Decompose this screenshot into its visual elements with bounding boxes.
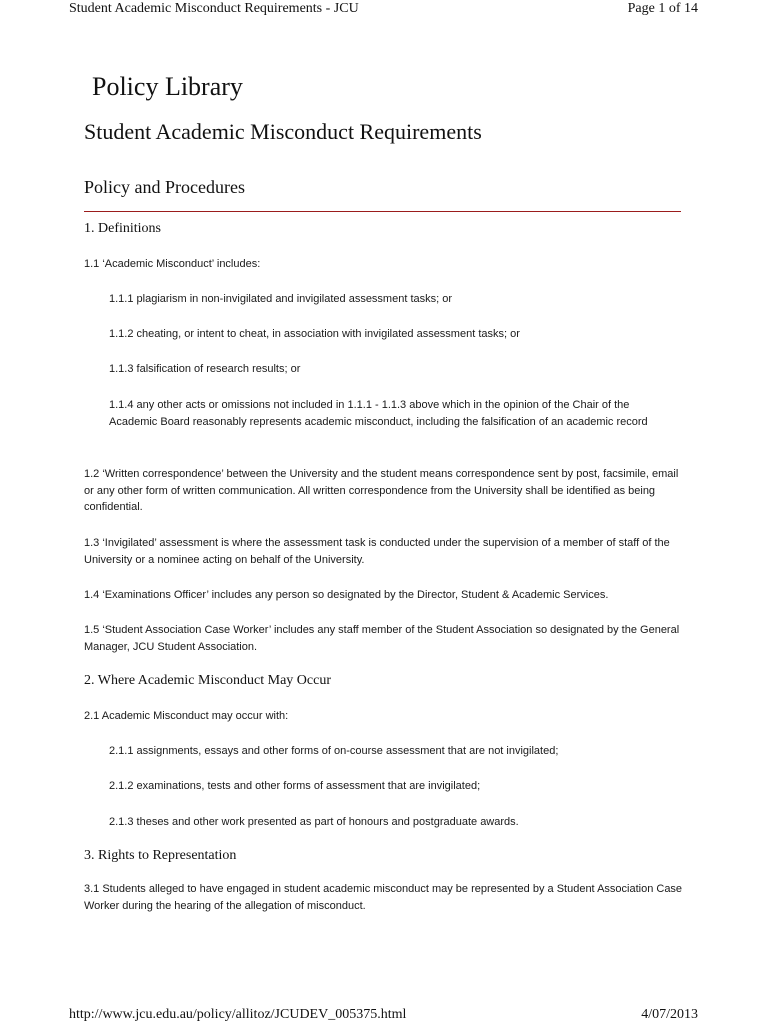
para-1-1-2: 1.1.2 cheating, or intent to cheat, in association with invigilated assessment tasks; or	[109, 328, 520, 340]
title-divider	[84, 211, 681, 212]
para-1-3: 1.3 ‘Invigilated’ assessment is where the assessment task is conducted under the supervision of a member of staff of the University or a nominee acting on behalf of the University.	[84, 537, 670, 566]
footer-url: http://www.jcu.edu.au/policy/allitoz/JCUDEV_005375.html	[69, 1007, 407, 1022]
para-1-2: 1.2 ‘Written correspondence’ between the University and the student means correspondence sent by post, facsimile, email or any other form of written communication. All written correspondence from the University shall be identified as being confidential.	[84, 468, 679, 513]
para-2-1-1: 2.1.1 assignments, essays and other forms of on-course assessment that are not invigilated;	[109, 745, 559, 757]
heading-rights-representation: 3. Rights to Representation	[84, 848, 237, 863]
header-page-label: Page 1 of 14	[627, 1, 698, 16]
para-1-1-1: 1.1.1 plagiarism in non-invigilated and invigilated assessment tasks; or	[109, 293, 453, 305]
print-header	[0, 0, 768, 22]
heading-definitions: 1. Definitions	[84, 221, 161, 236]
document-title: Student Academic Misconduct Requirements	[84, 119, 482, 144]
print-footer	[0, 1005, 768, 1024]
para-2-1-2: 2.1.2 examinations, tests and other forms of assessment that are invigilated;	[109, 780, 481, 792]
para-1-1-4: 1.1.4 any other acts or omissions not included in 1.1.1 - 1.1.3 above which in the opinion of the Chair of the Academic Board reasonably represents academic misconduct, including the falsification of an academic record	[109, 399, 648, 428]
footer-date: 4/07/2013	[641, 1007, 698, 1022]
heading-where-misconduct: 2. Where Academic Misconduct May Occur	[84, 673, 331, 688]
para-1-5: 1.5 ‘Student Association Case Worker’ includes any staff member of the Student Association so designated by the General Manager, JCU Student Association.	[84, 624, 680, 653]
library-title: Policy Library	[92, 72, 243, 101]
para-1-1: 1.1 ‘Academic Misconduct’ includes:	[84, 258, 261, 270]
para-2-1: 2.1 Academic Misconduct may occur with:	[84, 710, 289, 722]
para-1-4: 1.4 ‘Examinations Officer’ includes any person so designated by the Director, Student & Academic Services.	[84, 589, 609, 601]
para-3-1: 3.1 Students alleged to have engaged in student academic misconduct may be represented by a Student Association Case Worker during the hearing of the allegation of misconduct.	[84, 883, 683, 912]
header-doc-label: Student Academic Misconduct Requirements - JCU	[69, 1, 359, 16]
section-title: Policy and Procedures	[84, 177, 245, 197]
para-2-1-3: 2.1.3 theses and other work presented as part of honours and postgraduate awards.	[109, 816, 519, 828]
para-1-1-3: 1.1.3 falsification of research results; or	[109, 363, 301, 375]
